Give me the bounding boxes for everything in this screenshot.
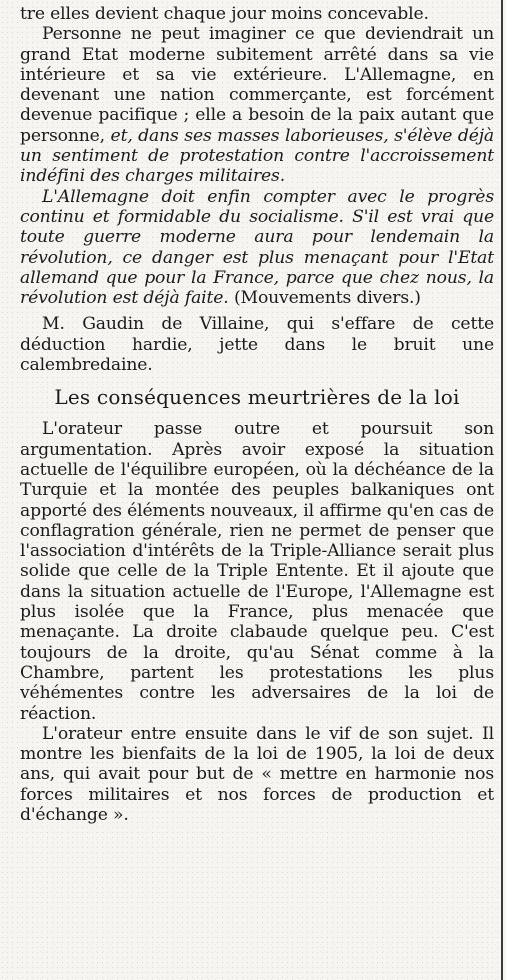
paragraph-2 <box>20 24 494 186</box>
paragraph-4: M. Gaudin de Villaine, qui s'effare de cette déduction hardie, jette dans le bruit une calembredaine. <box>20 314 494 376</box>
paragraph-3-italic: L'Allemagne doit enfin compter avec le progrès continu et formidable du socialisme. S'il est vrai que toute guerre moderne aura pour lendemain la révolution, ce danger est plus menaçant pour l'Etat allemand que pour la France, parce que chez nous, la révolution est déjà faite. <box>20 186 494 309</box>
paragraph-5: L'orateur passe outre et poursuit son argumentation. Après avoir exposé la situation actuelle de l'équilibre européen, où la déchéance de la Turquie et la montée des peuples balkaniques ont apporté des éléments nouveaux, il affirme qu'en cas de conflagration générale, rien ne permet de penser que l'association d'intérêts de la Triple-Alliance serait plus solide que celle de la Triple Entente. Et il ajoute que dans la situation actuelle de l'Europe, l'Allemagne est plus isolée que la France, plus menacée que menaçante. La droite clabaude quelque peu. C'est toujours de la droite, qu'au Sénat comme à la Chambre, partent les protestations les plus véhémentes contre les adversaires de la loi de réaction. <box>20 419 494 724</box>
column-rule <box>501 0 503 980</box>
paragraph-3 <box>20 187 494 309</box>
paragraph-3-tail: (Mouvements divers.) <box>228 288 421 309</box>
paragraph-6: L'orateur entre ensuite dans le vif de son sujet. Il montre les bienfaits de la loi de 1905, la loi de deux ans, qui avait pour but de « mettre en harmonie nos forces militaires et nos forces de production et d'échange ». <box>20 723 494 825</box>
section-heading: Les conséquences meurtrières de la loi <box>54 385 460 410</box>
article-column <box>20 4 494 825</box>
paragraph-1: tre elles devient chaque jour moins concevable. <box>20 4 429 24</box>
paragraph-2-text: Personne ne peut imaginer ce que deviendrait un grand Etat moderne subitement arrêté dans sa vie intérieure et sa vie extérieure. L'Allemagne, en devenant une nation commerçante, est forcément devenue pacifique ; elle a besoin de la paix autant que personne, <box>20 24 494 146</box>
paragraph-2-italic: et, dans ses masses laborieuses, s'élève déjà un sentiment de protestation contre l'accroissement indéfini des charges militaires. <box>20 125 494 187</box>
